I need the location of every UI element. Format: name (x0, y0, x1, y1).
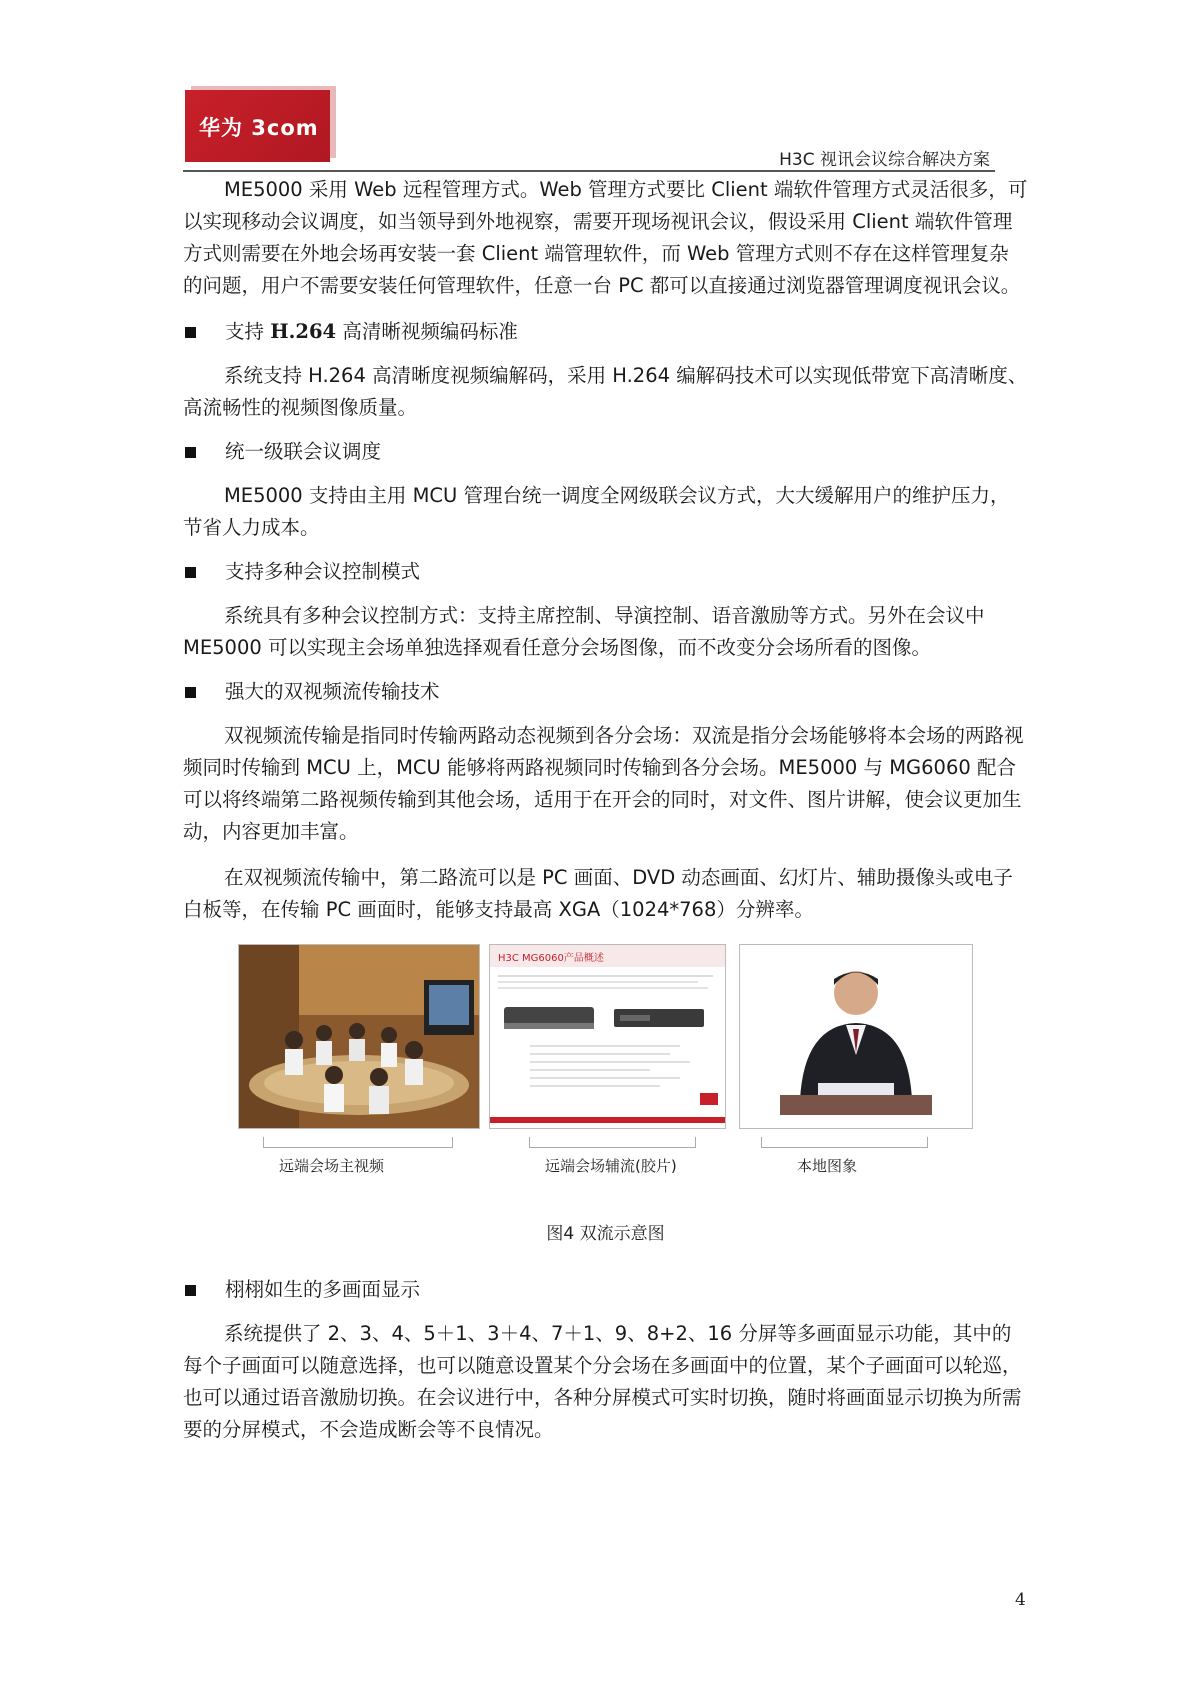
section-heading-cascade (183, 436, 1028, 468)
heading-bold: H.264 (270, 320, 337, 343)
section-paragraph: 系统提供了 2、3、4、5＋1、3＋4、7＋1、9、8+2、16 分屏等多画面显示功能，其中的每个子画面可以随意选择，也可以随意设置某个分会场在多画面中的位置，某个子画面可以轮巡，也可以通过语音激励切换。在会议进行中，各种分屏模式可实时切换，随时将画面显示切换为所需要的分屏模式，不会造成断会等不良情况。 (183, 1322, 1022, 1441)
square-bullet-icon (185, 447, 196, 458)
intro-paragraph: ME5000 采用 Web 远程管理方式。Web 管理方式要比 Client 端软件管理方式灵活很多，可以实现移动会议调度，如当领导到外地视察，需要开现场视讯会议，假设采用 Client 端软件管理方式则需要在外地会场再安装一套 Client 端管理软件，而 Web 管理方式则不存在这样管理复杂的问题，用户不需要安装任何管理软件，任意一台 PC 都可以直接通过浏览器管理调度视讯会议。 (183, 178, 1028, 297)
document-body (183, 174, 1028, 1446)
section-heading-dual-stream (183, 676, 1028, 708)
huawei-3com-logo (185, 90, 330, 162)
local-presenter-image (739, 944, 973, 1129)
caption-bracket (761, 1137, 928, 1148)
section-paragraph: 双视频流传输是指同时传输两路动态视频到各分会场：双流是指分会场能够将本会场的两路视频同时传输到 MCU 上，MCU 能够将两路视频同时传输到各分会场。ME5000 与 MG6060 配合可以将终端第二路视频传输到其他会场，适用于在开会的同时，对文件、图片讲解，使会议更加生动，内容更加丰富。 (183, 724, 1024, 843)
panel-label-local: 本地图象 (797, 1157, 858, 1175)
section-heading-multi-screen (183, 1274, 1028, 1306)
heading-text: 支持多种会议控制模式 (225, 560, 421, 583)
figure-caption: 图4 双流示意图 (546, 1224, 665, 1244)
header-divider (183, 170, 995, 172)
heading-text: 统一级联会议调度 (225, 440, 382, 463)
section-heading-h264 (183, 316, 1028, 348)
heading-text: 栩栩如生的多画面显示 (225, 1278, 421, 1301)
meeting-room-photo (238, 944, 480, 1129)
section-paragraph: 系统具有多种会议控制方式：支持主席控制、导演控制、语音激励等方式。另外在会议中 ME5000 可以实现主会场单独选择观看任意分会场图像，而不改变分会场所看的图像。 (183, 604, 985, 659)
square-bullet-icon (185, 567, 196, 578)
panel-label-remote-main: 远端会场主视频 (279, 1157, 385, 1175)
slide-title: H3C MG6060产品概述 (498, 953, 604, 964)
square-bullet-icon (185, 1285, 196, 1296)
section-heading-control-modes (183, 556, 1028, 588)
page-number: 4 (1015, 1590, 1026, 1610)
dual-stream-figure (183, 944, 1028, 1179)
heading-prefix: 支持 (225, 320, 271, 343)
panel-label-remote-aux: 远端会场辅流(胶片) (545, 1157, 677, 1175)
section-paragraph: 在双视频流传输中，第二路流可以是 PC 画面、DVD 动态画面、幻灯片、辅助摄像头或电子白板等，在传输 PC 画面时，能够支持最高 XGA（1024*768）分辨率。 (183, 866, 1013, 921)
square-bullet-icon (185, 327, 196, 338)
logo-text: 华为 3com (199, 116, 319, 140)
document-header-title: H3C 视讯会议综合解决方案 (779, 150, 990, 170)
heading-text: 强大的双视频流传输技术 (225, 680, 440, 703)
square-bullet-icon (185, 687, 196, 698)
heading-suffix: 高清晰视频编码标准 (336, 320, 518, 343)
caption-bracket (263, 1137, 453, 1148)
section-paragraph: 系统支持 H.264 高清晰度视频编解码，采用 H.264 编解码技术可以实现低带宽下高清晰度、高流畅性的视频图像质量。 (183, 364, 1028, 419)
product-slide-image (489, 944, 726, 1129)
section-paragraph: ME5000 支持由主用 MCU 管理台统一调度全网级联会议方式，大大缓解用户的维护压力，节省人力成本。 (183, 484, 1010, 539)
caption-bracket (529, 1137, 696, 1148)
